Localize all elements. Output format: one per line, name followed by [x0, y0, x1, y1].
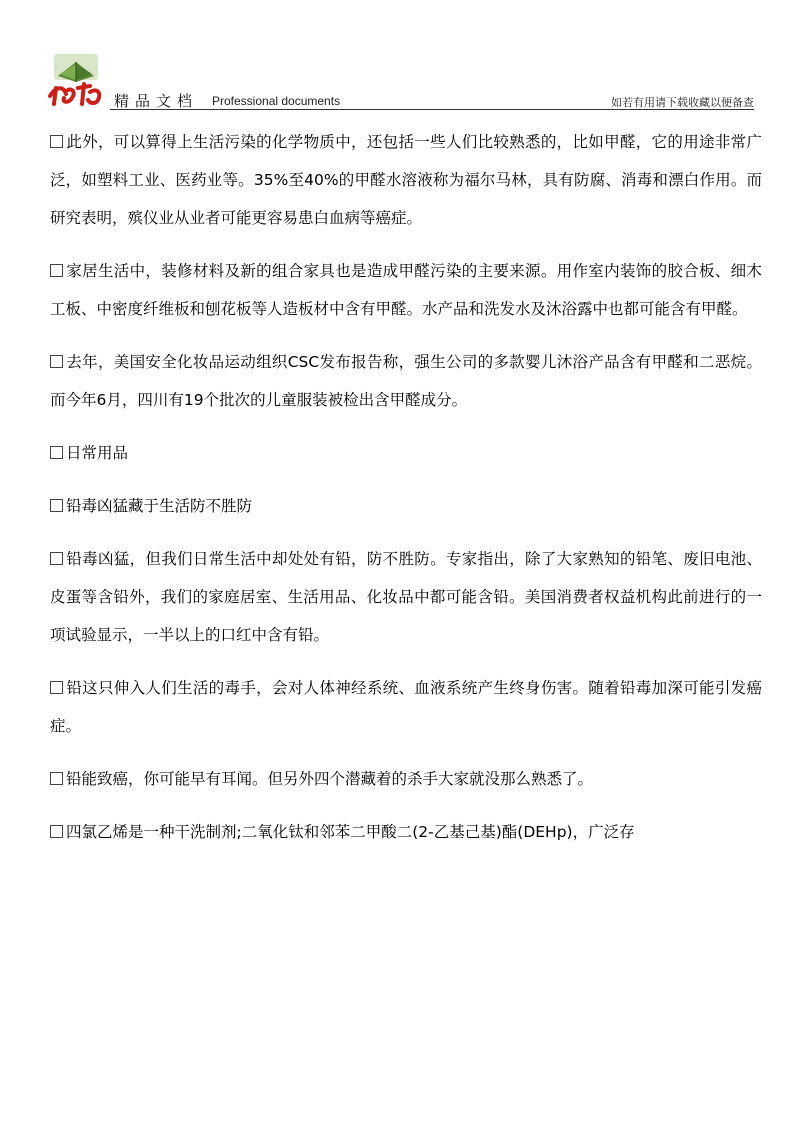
bullet-box-icon — [50, 499, 63, 512]
header-rule — [110, 109, 754, 110]
bullet-box-icon — [50, 446, 63, 459]
paragraph: 此外，可以算得上生活污染的化学物质中，还包括一些人们比较熟悉的，比如甲醛，它的用途非常广泛，如塑料工业、医药业等。35%至40%的甲醛水溶液称为福尔马林，具有防腐、消毒和漂白作用。而研究表明，殡仪业从业者可能更容易患白血病等癌症。 — [50, 133, 762, 227]
paragraph: 四氯乙烯是一种干洗制剂;二氧化钛和邻苯二甲酸二(2-乙基己基)酯(DEHp)，广泛存 — [50, 813, 762, 851]
brand-title: 精品文档 — [114, 92, 199, 110]
bullet-box-icon — [50, 355, 63, 368]
paragraph: 铅能致癌，你可能早有耳闻。但另外四个潜藏着的杀手大家就没那么熟悉了。 — [50, 760, 762, 798]
bullet-box-icon — [50, 825, 63, 838]
paragraph: 日常用品 — [50, 434, 762, 472]
paragraph: 铅毒凶猛藏于生活防不胜防 — [50, 487, 762, 525]
bullet-box-icon — [50, 681, 63, 694]
paragraph: 铅毒凶猛，但我们日常生活中却处处有铅，防不胜防。专家指出，除了大家熟知的铅笔、废旧电池、皮蛋等含铅外，我们的家庭居室、生活用品、化妆品中都可能含铅。美国消费者权益机构此前进行的一项试验显示，一半以上的口红中含有铅。 — [50, 550, 762, 644]
paragraph: 去年，美国安全化妆品运动组织CSC发布报告称，强生公司的多款婴儿沐浴产品含有甲醛和二恶烷。而今年6月，四川有19个批次的儿童服装被检出含甲醛成分。 — [50, 353, 762, 409]
paragraph: 家居生活中，装修材料及新的组合家具也是造成甲醛污染的主要来源。用作室内装饰的胶合板、细木工板、中密度纤维板和刨花板等人造板材中含有甲醛。水产品和洗发水及沐浴露中也都可能含有甲醛。 — [50, 262, 762, 318]
bullet-box-icon — [50, 264, 63, 277]
paragraph: 铅这只伸入人们生活的毒手，会对人体神经系统、血液系统产生终身伤害。随着铅毒加深可能引发癌症。 — [50, 679, 762, 735]
brand-subtitle: Professional documents — [212, 94, 341, 108]
bullet-box-icon — [50, 552, 63, 565]
page-header — [46, 52, 754, 110]
bullet-box-icon — [50, 135, 63, 148]
bullet-box-icon — [50, 772, 63, 785]
header-note: 如若有用请下载收藏以便备查 — [611, 96, 754, 109]
book-logo-icon — [46, 52, 106, 108]
document-body — [50, 123, 762, 866]
